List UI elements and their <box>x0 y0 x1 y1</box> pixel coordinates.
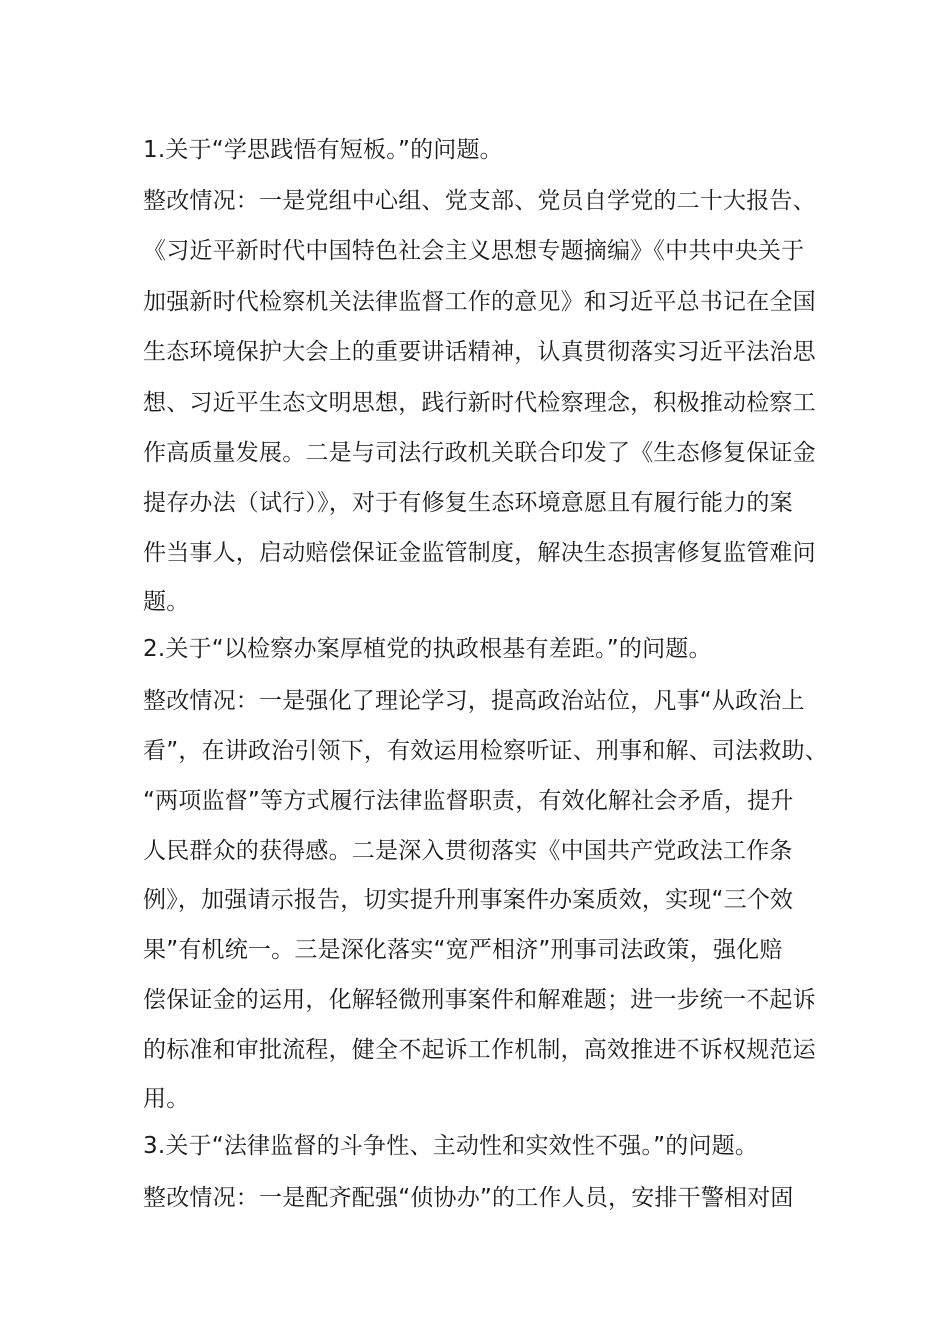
section-2-body-line: 的标准和审批流程，健全不起诉工作机制，高效推进不诉权规范运 <box>143 1037 816 1063</box>
section-2-body-line: “两项监督”等方式履行法律监督职责，有效化解社会矛盾，提升 <box>143 788 794 814</box>
section-1-body-line: 加强新时代检察机关法律监督工作的意见》和习近平总书记在全国 <box>143 289 816 315</box>
section-3-heading: 3.关于“法律监督的斗争性、主动性和实效性不强。”的问题。 <box>143 1133 759 1159</box>
section-3-body-line: 整改情况：一是配齐配强“侦协办”的工作人员，安排干警相对固 <box>143 1185 794 1211</box>
section-1-body-line: 题。 <box>143 589 190 615</box>
section-1-body-line: 《习近平新时代中国特色社会主义思想专题摘编》《中共中央关于 <box>143 238 805 264</box>
section-2-body-line: 整改情况：一是强化了理论学习，提高政治站位，凡事“从政治上 <box>143 688 805 714</box>
section-1-body-line: 想、习近平生态文明思想，践行新时代检察理念，积极推动检察工 <box>143 390 816 416</box>
section-2-body-line: 用。 <box>143 1086 190 1112</box>
section-2-body-line: 例》，加强请示报告，切实提升刑事案件办案质效，实现“三个效 <box>143 887 794 913</box>
section-1-body-line: 生态环境保护大会上的重要讲话精神，认真贯彻落实习近平法治思 <box>143 339 816 365</box>
section-1-body-line: 提存办法（试行）》，对于有修复生态环境意愿且有履行能力的案 <box>143 490 793 516</box>
section-1-body-line: 件当事人，启动赔偿保证金监管制度，解决生态损害修复监管难问 <box>143 540 816 566</box>
section-1-heading: 1.关于“学思践悟有短板。”的问题。 <box>143 137 503 163</box>
section-2-body-line: 果”有机统一。三是深化落实“宽严相济”刑事司法政策，强化赔 <box>143 937 783 963</box>
section-1-body-line: 作高质量发展。二是与司法行政机关联合印发了《生态修复保证金 <box>143 440 816 466</box>
section-2-body-line: 偿保证金的运用，化解轻微刑事案件和解难题；进一步统一不起诉 <box>143 987 816 1013</box>
section-2-body-line: 看”，在讲政治引领下，有效运用检察听证、刑事和解、司法救助、 <box>143 738 828 764</box>
section-2-heading: 2.关于“以检察办案厚植党的执政根基有差距。”的问题。 <box>143 636 712 662</box>
section-2-body-line: 人民群众的获得感。二是深入贯彻落实《中国共产党政法工作条 <box>143 838 793 864</box>
section-1-body-line: 整改情况：一是党组中心组、党支部、党员自学党的二十大报告、 <box>143 188 816 214</box>
